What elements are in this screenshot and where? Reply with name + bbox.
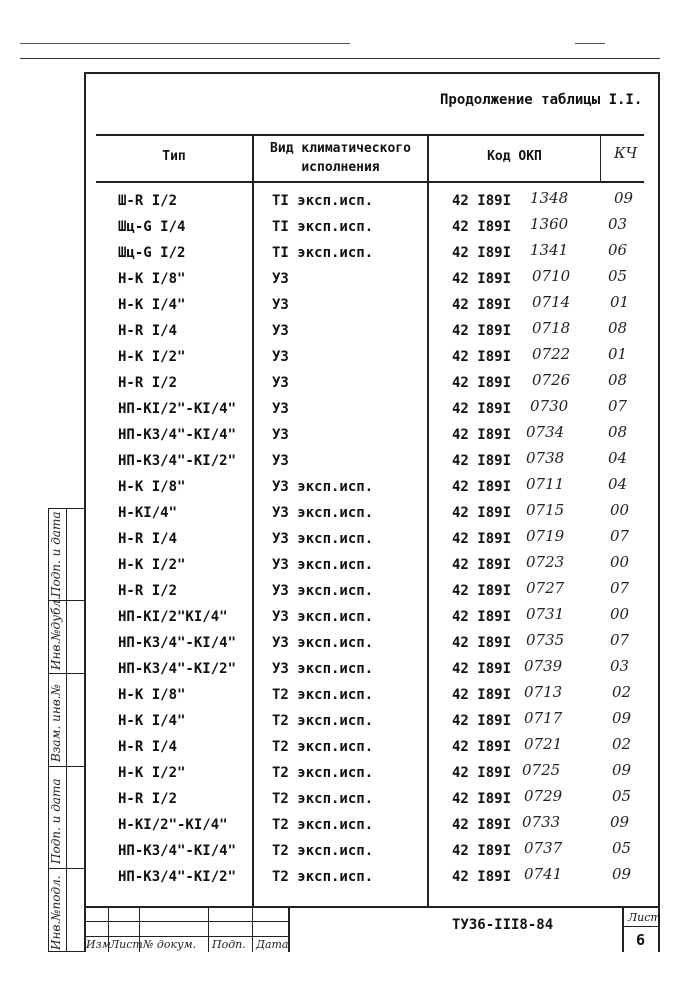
row-okp-prefix: 42 I89I (452, 765, 512, 781)
row-okp-prefix: 42 I89I (452, 531, 512, 547)
scan-line-top (20, 43, 350, 44)
row-type: Н-КI/4" (118, 505, 178, 521)
row-okp-prefix: 42 I89I (452, 219, 512, 235)
row-okp-handwritten: 1360 (530, 215, 569, 233)
row-type: НП-К3/4"-КI/2" (118, 453, 237, 469)
row-climate: У3 (272, 297, 289, 313)
row-climate: У3 (272, 453, 289, 469)
row-okp-handwritten: 0722 (532, 345, 571, 363)
side-label-podp-data-1: Подп. и дата (49, 778, 63, 864)
row-okp-prefix: 42 I89I (452, 713, 512, 729)
row-type: Н-R I/2 (118, 791, 178, 807)
side-strip-inner-rule (66, 508, 67, 952)
row-type: Н-К I/4" (118, 297, 186, 313)
side-label-inv-podl: Инв.№подл. (49, 875, 63, 950)
col-divider-climate (427, 134, 429, 906)
row-climate: У3 эксп.исп. (272, 661, 374, 677)
row-okp-prefix: 42 I89I (452, 453, 512, 469)
row-climate: Т2 эксп.исп. (272, 791, 374, 807)
side-label-inv-dubl: Инв.№дубл. (49, 596, 63, 670)
row-okp-prefix: 42 I89I (452, 869, 512, 885)
row-type: Шц-G I/4 (118, 219, 186, 235)
header-kch: КЧ (614, 144, 638, 162)
row-okp-prefix: 42 I89I (452, 193, 512, 209)
row-climate: Т2 эксп.исп. (272, 713, 374, 729)
row-okp-handwritten: 0713 (524, 683, 563, 701)
row-okp-handwritten: 0733 (522, 813, 561, 831)
row-kch: 07 (610, 527, 630, 545)
row-okp-prefix: 42 I89I (452, 349, 512, 365)
row-type: НП-КI/2"КI/4" (118, 609, 228, 625)
row-climate: У3 эксп.исп. (272, 531, 374, 547)
row-okp-handwritten: 0710 (532, 267, 571, 285)
row-climate: У3 эксп.исп. (272, 505, 374, 521)
stamp-label-list: Лист (110, 938, 143, 951)
row-kch: 05 (612, 787, 632, 805)
row-okp-prefix: 42 I89I (452, 817, 512, 833)
row-okp-prefix: 42 I89I (452, 791, 512, 807)
row-okp-handwritten: 1341 (530, 241, 569, 259)
stamp-sheet-rule (622, 926, 658, 927)
row-okp-prefix: 42 I89I (452, 557, 512, 573)
sheet-number: 6 (636, 931, 646, 949)
row-okp-prefix: 42 I89I (452, 245, 512, 261)
row-okp-prefix: 42 I89I (452, 427, 512, 443)
row-kch: 09 (610, 813, 630, 831)
row-kch: 02 (612, 735, 632, 753)
row-kch: 00 (610, 501, 630, 519)
row-okp-handwritten: 0729 (524, 787, 563, 805)
row-climate: У3 эксп.исп. (272, 635, 374, 651)
row-okp-handwritten: 0735 (526, 631, 565, 649)
row-type: Н-К I/2" (118, 349, 186, 365)
row-climate: Т2 эксп.исп. (272, 869, 374, 885)
row-climate: У3 эксп.исп. (272, 479, 374, 495)
row-climate: У3 эксп.исп. (272, 557, 374, 573)
row-okp-handwritten: 0717 (524, 709, 563, 727)
row-climate: У3 эксп.исп. (272, 583, 374, 599)
row-type: Н-R I/4 (118, 531, 178, 547)
row-kch: 08 (608, 319, 628, 337)
row-climate: Т2 эксп.исп. (272, 817, 374, 833)
row-kch: 05 (612, 839, 632, 857)
row-type: Н-R I/2 (118, 375, 178, 391)
row-climate: У3 (272, 427, 289, 443)
row-okp-prefix: 42 I89I (452, 271, 512, 287)
row-type: НП-К3/4"-КI/2" (118, 661, 237, 677)
row-okp-prefix: 42 I89I (452, 583, 512, 599)
row-kch: 01 (608, 345, 628, 363)
sheet-label: Лист (628, 911, 661, 924)
table-top-rule (96, 134, 644, 136)
col-divider-type (252, 134, 254, 906)
row-okp-prefix: 42 I89I (452, 609, 512, 625)
row-okp-prefix: 42 I89I (452, 505, 512, 521)
row-climate: Т2 эксп.исп. (272, 765, 374, 781)
row-climate: У3 (272, 323, 289, 339)
stamp-label-podp: Подп. (212, 938, 246, 951)
row-kch: 07 (610, 579, 630, 597)
row-type: Н-КI/2"-КI/4" (118, 817, 228, 833)
header-bottom-rule (96, 181, 644, 183)
stamp-label-dokum: № докум. (143, 938, 197, 951)
continuation-title: Продолжение таблицы I.I. (440, 92, 643, 108)
row-kch: 04 (608, 449, 628, 467)
row-kch: 09 (612, 865, 632, 883)
row-okp-prefix: 42 I89I (452, 479, 512, 495)
stamp-label-data: Дата (256, 938, 289, 951)
row-okp-handwritten: 1348 (530, 189, 569, 207)
col-divider-okp (600, 134, 601, 182)
row-okp-handwritten: 0739 (524, 657, 563, 675)
row-okp-prefix: 42 I89I (452, 635, 512, 651)
stamp-sheet-col (622, 906, 624, 952)
row-kch: 06 (608, 241, 628, 259)
document-code: ТУ36-III8-84 (452, 917, 554, 933)
row-climate: Т2 эксп.исп. (272, 687, 374, 703)
row-okp-handwritten: 0726 (532, 371, 571, 389)
row-type: Шц-G I/2 (118, 245, 186, 261)
row-kch: 02 (612, 683, 632, 701)
stamp-mid-rule-1 (84, 921, 290, 922)
scan-line-second (20, 58, 660, 59)
row-kch: 09 (612, 761, 632, 779)
row-type: Н-К I/2" (118, 557, 186, 573)
header-type: Тип (162, 149, 186, 164)
stamp-label-izm: Изм (86, 938, 111, 951)
row-okp-handwritten: 0730 (530, 397, 569, 415)
row-kch: 07 (608, 397, 628, 415)
row-kch: 07 (610, 631, 630, 649)
row-kch: 08 (608, 423, 628, 441)
row-okp-handwritten: 0725 (522, 761, 561, 779)
side-label-vzam-inv: Взам. инв.№ (49, 684, 63, 762)
row-type: НП-К3/4"-КI/2" (118, 869, 237, 885)
row-climate: Т2 эксп.исп. (272, 739, 374, 755)
row-climate: У3 (272, 375, 289, 391)
row-okp-handwritten: 0723 (526, 553, 565, 571)
row-climate: У3 эксп.исп. (272, 609, 374, 625)
row-type: Н-К I/8" (118, 479, 186, 495)
row-kch: 00 (610, 553, 630, 571)
row-kch: 01 (610, 293, 630, 311)
row-kch: 03 (610, 657, 630, 675)
row-okp-prefix: 42 I89I (452, 661, 512, 677)
row-type: НП-К3/4"-КI/4" (118, 843, 237, 859)
row-okp-prefix: 42 I89I (452, 739, 512, 755)
row-okp-handwritten: 0734 (526, 423, 565, 441)
row-type: Н-К I/2" (118, 765, 186, 781)
row-okp-handwritten: 0719 (526, 527, 565, 545)
header-climate-line1: Вид климатического (270, 141, 411, 156)
stamp-col-3 (208, 906, 209, 952)
row-okp-handwritten: 0715 (526, 501, 565, 519)
row-climate: У3 (272, 401, 289, 417)
row-type: Н-R I/2 (118, 583, 178, 599)
row-okp-handwritten: 0727 (526, 579, 565, 597)
row-okp-handwritten: 0737 (524, 839, 563, 857)
header-okp: Код ОКП (487, 149, 542, 164)
row-type: НП-К3/4"-КI/4" (118, 427, 237, 443)
row-okp-handwritten: 0711 (526, 475, 565, 493)
row-okp-handwritten: 0738 (526, 449, 565, 467)
row-okp-prefix: 42 I89I (452, 843, 512, 859)
row-kch: 08 (608, 371, 628, 389)
row-type: НП-К3/4"-КI/4" (118, 635, 237, 651)
row-kch: 05 (608, 267, 628, 285)
row-okp-handwritten: 0741 (524, 865, 563, 883)
row-kch: 09 (612, 709, 632, 727)
row-okp-prefix: 42 I89I (452, 375, 512, 391)
row-okp-prefix: 42 I89I (452, 323, 512, 339)
row-climate: ТI эксп.исп. (272, 245, 374, 261)
frame-top-border (84, 72, 658, 74)
row-type: Н-R I/4 (118, 323, 178, 339)
row-okp-handwritten: 0731 (526, 605, 565, 623)
row-climate: ТI эксп.исп. (272, 219, 374, 235)
row-okp-handwritten: 0721 (524, 735, 563, 753)
row-climate: ТI эксп.исп. (272, 193, 374, 209)
row-type: Ш-R I/2 (118, 193, 178, 209)
row-okp-prefix: 42 I89I (452, 687, 512, 703)
scan-line-top-right (575, 43, 605, 44)
side-label-podp-data-2: Подп. и дата (49, 511, 63, 597)
row-climate: Т2 эксп.исп. (272, 843, 374, 859)
stamp-mid-rule-2 (84, 936, 290, 937)
row-kch: 04 (608, 475, 628, 493)
row-climate: У3 (272, 349, 289, 365)
row-type: Н-К I/4" (118, 713, 186, 729)
row-okp-handwritten: 0714 (532, 293, 571, 311)
stamp-top-rule (84, 906, 658, 908)
row-type: Н-К I/8" (118, 271, 186, 287)
row-type: НП-КI/2"-КI/4" (118, 401, 237, 417)
row-okp-handwritten: 0718 (532, 319, 571, 337)
row-kch: 00 (610, 605, 630, 623)
row-kch: 03 (608, 215, 628, 233)
row-kch: 09 (614, 189, 634, 207)
header-climate-line2: исполнения (301, 160, 380, 175)
stamp-col-4 (252, 906, 253, 952)
row-type: Н-R I/4 (118, 739, 178, 755)
row-climate: У3 (272, 271, 289, 287)
row-okp-prefix: 42 I89I (452, 297, 512, 313)
row-okp-prefix: 42 I89I (452, 401, 512, 417)
row-type: Н-К I/8" (118, 687, 186, 703)
